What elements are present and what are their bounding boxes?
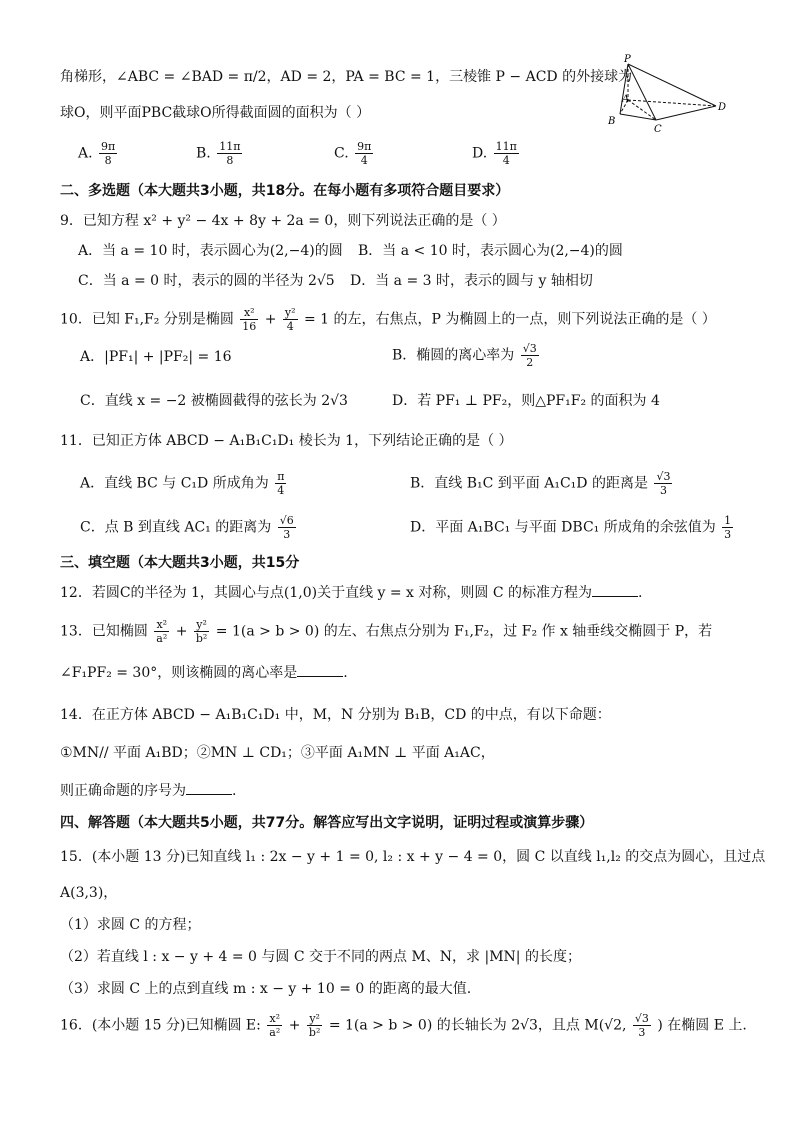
q15-part1: （1）求圆 C 的方程；	[60, 917, 201, 933]
q12-answer-blank[interactable]	[592, 582, 638, 597]
q11-option-d: D．平面 A₁BC₁ 与平面 DBC₁ 所成角的余弦值为 $\frac{1}{3}$	[410, 514, 732, 541]
pyramid-figure	[598, 54, 738, 136]
q15-part2: （2）若直线 l : x − y + 4 = 0 与圆 C 交于不同的两点 M、N，求 |MN| 的长度；	[60, 949, 581, 965]
q15-part3: （3）求圆 C 上的点到直线 m : x − y + 10 = 0 的距离的最大值.	[60, 981, 472, 997]
q11-stem: 11．已知正方体 ABCD − A₁B₁C₁D₁ 棱长为 1，下列结论正确的是（ ）	[60, 433, 513, 449]
section-3-title: 三、填空题（本大题共3小题，共15分	[60, 555, 300, 571]
q9-option-d: D．当 a = 3 时，表示的圆与 y 轴相切	[350, 273, 593, 289]
q13-answer-blank[interactable]	[297, 662, 343, 677]
q14-answer-blank[interactable]	[186, 780, 232, 795]
q10-stem: 10．已知 F₁,F₂ 分别是椭圆 $\frac{\text{x²}}{16}$ + $\frac{\text{y²}}{4}$ = 1 的左，右焦点，P 为椭圆上的一点，则下列说法正确的是（ ）	[60, 306, 716, 333]
q14-line1: 14．在正方体 ABCD − A₁B₁C₁D₁ 中，M，N 分别为 B₁B，CD 的中点，有以下命题：	[60, 707, 611, 723]
q15-line2: A(3,3)，	[60, 885, 118, 901]
q9-option-b: B．当 a < 10 时，表示圆心为(2,−4)的圆	[358, 243, 623, 259]
section-4-title: 四、解答题（本大题共5小题，共77分。解答应写出文字说明，证明过程或演算步骤）	[60, 815, 594, 831]
q15-line1: 15．(本小题 13 分)已知直线 l₁ : 2x − y + 1 = 0, l₂ : x + y − 4 = 0，圆 C 以直线 l₁,l₂ 的交点为圆心，且过点	[60, 849, 766, 865]
q9-stem: 9．已知方程 x² + y² − 4x + 8y + 2a = 0，则下列说法正确的是（ ）	[60, 213, 506, 229]
q10-option-a: A．|PF₁| + |PF₂| = 16	[80, 349, 232, 365]
q8-option-a: A. $\frac{9\pi}{8}$	[78, 140, 116, 167]
q9-option-a: A．当 a = 10 时，表示圆心为(2,−4)的圆	[78, 243, 343, 259]
q8-option-b: B. $\frac{11\pi}{8}$	[196, 140, 241, 167]
q11-option-b: B．直线 B₁C 到平面 A₁C₁D 的距离是 $\frac{√3}{3}$	[410, 470, 671, 497]
q14-line2: ①MN// 平面 A₁BD；②MN ⊥ CD₁；③平面 A₁MN ⊥ 平面 A₁AC，	[60, 745, 495, 761]
fig-label-b: B	[608, 116, 616, 127]
fig-label-p: P	[624, 54, 631, 65]
section-2-title: 二、多选题（本大题共3小题，共18分。在每小题有多项符合题目要求）	[60, 183, 510, 199]
fig-label-d: D	[718, 102, 727, 113]
q12: 12．若圆C的半径为 1，其圆心与点(1,0)关于直线 y = x 对称，则圆 C 的标准方程为 .	[60, 582, 642, 604]
fig-label-a: A	[622, 94, 630, 105]
q11-option-c: C．点 B 到直线 AC₁ 的距离为 $\frac{√6}{3}$	[80, 514, 294, 541]
q13-line1: 13．已知椭圆 $\frac{\text{x²}}{\text{a²}}$ + $\frac{\text{y²}}{\text{b²}}$ = 1(a > b > 0) 的左、右焦点分别为 F₁,F₂，过 F₂ 作 x 轴垂线交椭圆于 P，若	[60, 618, 713, 645]
q10-option-c: C．直线 x = −2 被椭圆截得的弦长为 2√3	[80, 393, 348, 409]
q11-option-a: A．直线 BC 与 C₁D 所成角为 $\frac{\pi}{4}$	[80, 470, 285, 497]
q10-option-d: D．若 PF₁ ⊥ PF₂，则△PF₁F₂ 的面积为 4	[392, 393, 660, 409]
fig-label-c: C	[654, 124, 662, 135]
q8-option-d: D. $\frac{11\pi}{4}$	[472, 140, 517, 167]
q8-line2: 球O，则平面PBC截球O所得截面圆的面积为（ ）	[60, 105, 371, 121]
q9-option-c: C．当 a = 0 时，表示的圆的半径为 2√5	[78, 273, 335, 289]
q13-line2: ∠F₁PF₂ = 30°，则该椭圆的离心率是 .	[60, 662, 348, 684]
q14-line3: 则正确命题的序号为 .	[60, 780, 236, 802]
q8-option-c: C. $\frac{9\pi}{4}$	[334, 140, 372, 167]
q10-option-b: B．椭圆的离心率为 $\frac{√3}{2}$	[392, 342, 537, 369]
q16-line1: 16．(本小题 15 分)已知椭圆 E: $\frac{\text{x²}}{\text{a²}}$ + $\frac{\text{y²}}{\text{b²}}$ = 1(a > b > 0) 的长轴长为 2√3，且点 M(√2, $\frac{√3}{3}$ ) 在椭圆 E 上.	[60, 1012, 747, 1039]
q8-line1: 角梯形，∠ABC = ∠BAD = π/2，AD = 2，PA = BC = 1，三棱锥 P − ACD 的外接球为	[60, 69, 633, 85]
